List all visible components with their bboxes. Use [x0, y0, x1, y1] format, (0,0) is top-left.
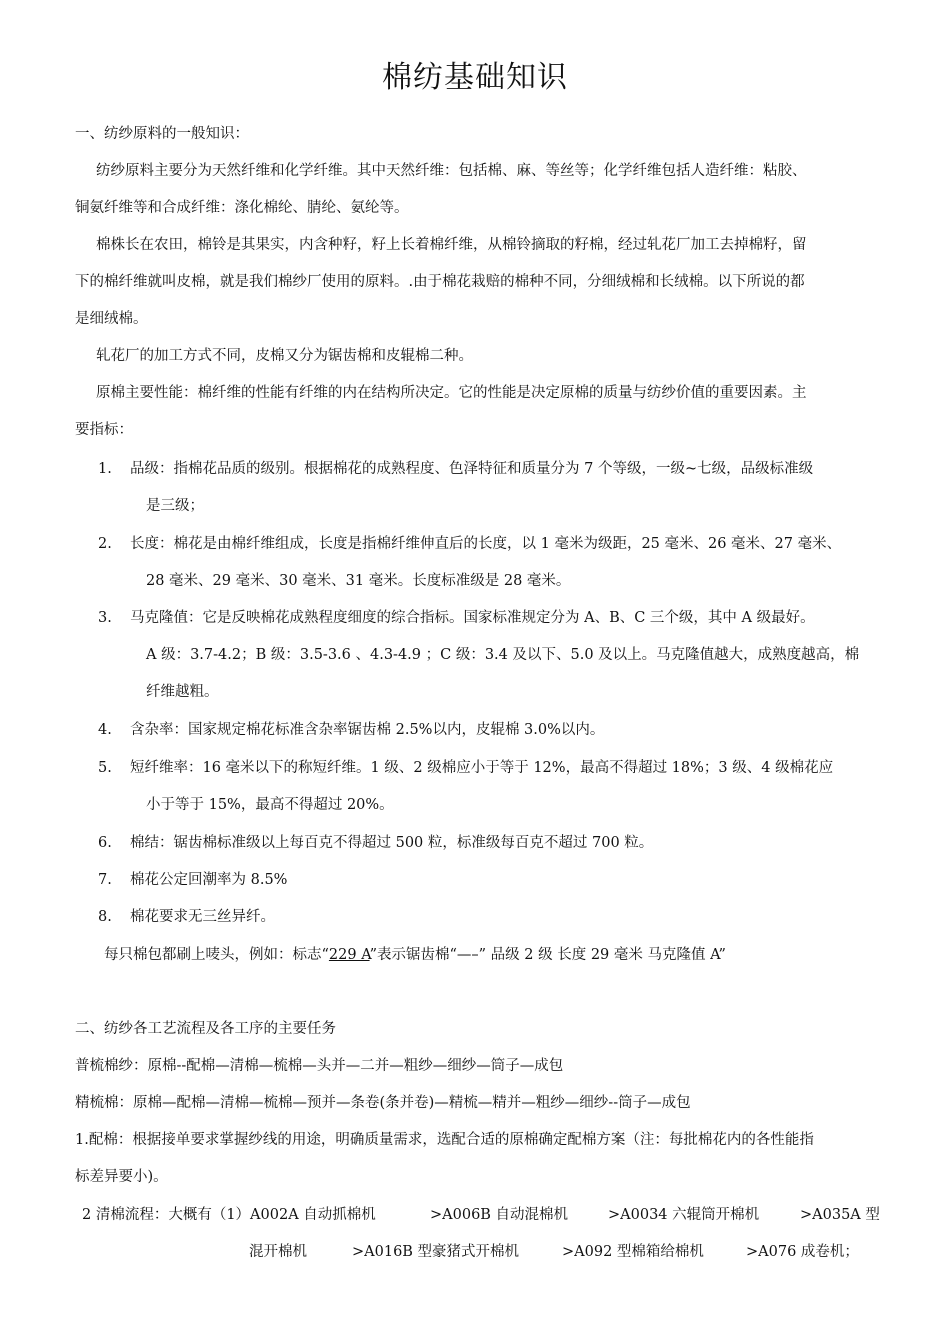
- bale-mark-prefix: 每只棉包都刷上唛头，例如：标志“: [104, 947, 329, 963]
- bale-mark-line: [104, 945, 726, 965]
- paragraph-line: 是细绒棉。: [75, 311, 148, 327]
- combed-process-line: 精梳棉：原棉—配棉—清棉—梳棉—预并—条卷(条并卷)—精梳—精并—粗纱—细纱--筒子—成包: [75, 1095, 691, 1111]
- section1-heading: 一、纺纱原料的一般知识：: [75, 126, 249, 142]
- list-item-line: 长度：棉花是由棉纤维组成，长度是指棉纤维伸直后的长度，以 1 毫米为级距，25 毫米、26 毫米、27 毫米、: [130, 536, 842, 552]
- carded-process-line: 普梳棉纱：原棉--配棉—清棉—梳棉—头并—二并—粗纱—细纱—筒子—成包: [75, 1058, 564, 1074]
- list-item-number: 3.: [98, 610, 112, 626]
- list-item-line: 棉花要求无三丝异纤。: [130, 909, 275, 925]
- list-item-line: 品级：指棉花品质的级别。根据棉花的成熟程度、色泽特征和质量分为 7 个等级，一级~七级，品级标准级: [130, 461, 814, 477]
- list-item-number: 8.: [98, 909, 112, 925]
- paragraph-line: 要指标：: [75, 422, 133, 438]
- mixing-line: 1.配棉：根据接单要求掌握纱线的用途，明确质量需求，选配合适的原棉确定配棉方案（注：每批棉花内的各性能指: [75, 1132, 814, 1148]
- blowing-step: >A076 成卷机；: [746, 1244, 859, 1260]
- blowing-step: >A035A 型: [800, 1207, 880, 1223]
- paragraph-line: 原棉主要性能：棉纤维的性能有纤维的内在结构所决定。它的性能是决定原棉的质量与纺纱价值的重要因素。主: [96, 385, 807, 401]
- page-title: 棉纺基础知识: [382, 60, 568, 95]
- blowing-step: >A006B 自动混棉机: [430, 1207, 569, 1223]
- list-item-number: 4.: [98, 722, 112, 738]
- list-item-number: 2.: [98, 536, 112, 552]
- list-item-number: 5.: [98, 760, 112, 776]
- blowing-step: >A016B 型豪猪式开棉机: [352, 1244, 520, 1260]
- paragraph-line: 轧花厂的加工方式不同，皮棉又分为锯齿棉和皮辊棉二种。: [96, 348, 473, 364]
- list-item-line: 含杂率：国家规定棉花标准含杂率锯齿棉 2.5%以内，皮辊棉 3.0%以内。: [130, 722, 605, 738]
- blowing-step: 2 清棉流程：大概有（1）A002A 自动抓棉机: [82, 1207, 376, 1223]
- list-item-number: 7.: [98, 872, 112, 888]
- list-item-number: 6.: [98, 835, 112, 851]
- bale-mark-suffix: ”表示锯齿棉“—–” 品级 2 级 长度 29 毫米 马克隆值 A”: [369, 947, 726, 963]
- paragraph-line: 铜氨纤维等和合成纤维：涤化棉纶、腈纶、氨纶等。: [75, 200, 409, 216]
- mixing-line: 标差异要小)。: [75, 1169, 168, 1185]
- list-item-line: 是三级；: [146, 498, 204, 514]
- list-item-line: 28 毫米、29 毫米、30 毫米、31 毫米。长度标准级是 28 毫米。: [146, 573, 571, 589]
- paragraph-line: 棉株长在农田，棉铃是其果实，内含种籽，籽上长着棉纤维，从棉铃摘取的籽棉，经过轧花厂加工去掉棉籽，留: [96, 237, 807, 253]
- list-item-line: 马克隆值：它是反映棉花成熟程度细度的综合指标。国家标准规定分为 A、B、C 三个级，其中 A 级最好。: [130, 610, 815, 626]
- list-item-number: 1.: [98, 461, 112, 477]
- list-item-line: 短纤维率：16 毫米以下的称短纤维。1 级、2 级棉应小于等于 12%，最高不得超过 18%；3 级、4 级棉花应: [130, 760, 834, 776]
- paragraph-line: 下的棉纤维就叫皮棉，就是我们棉纱厂使用的原料。.由于棉花栽赔的棉种不同，分细绒棉和长绒棉。以下所说的都: [75, 274, 805, 290]
- paragraph-line: 纺纱原料主要分为天然纤维和化学纤维。其中天然纤维：包括棉、麻、等丝等；化学纤维包括人造纤维：粘胶、: [96, 163, 807, 179]
- blowing-step: 混开棉机: [249, 1244, 307, 1260]
- list-item-line: 小于等于 15%，最高不得超过 20%。: [146, 797, 394, 813]
- list-item-line: 棉结：锯齿棉标准级以上每百克不得超过 500 粒，标准级每百克不超过 700 粒。: [130, 835, 654, 851]
- list-item-line: 纤维越粗。: [146, 684, 219, 700]
- section2-heading: 二、纺纱各工艺流程及各工序的主要任务: [75, 1021, 336, 1037]
- list-item-line: A 级：3.7-4.2；B 级：3.5-3.6 、4.3-4.9 ；C 级：3.4 及以下、5.0 及以上。马克隆值越大，成熟度越高，棉: [146, 647, 860, 663]
- list-item-line: 棉花公定回潮率为 8.5%: [130, 872, 288, 888]
- blowing-step: >A0034 六辊筒开棉机: [608, 1207, 760, 1223]
- blowing-step: >A092 型棉箱给棉机: [562, 1244, 704, 1260]
- bale-mark-code: 229 A: [328, 947, 370, 963]
